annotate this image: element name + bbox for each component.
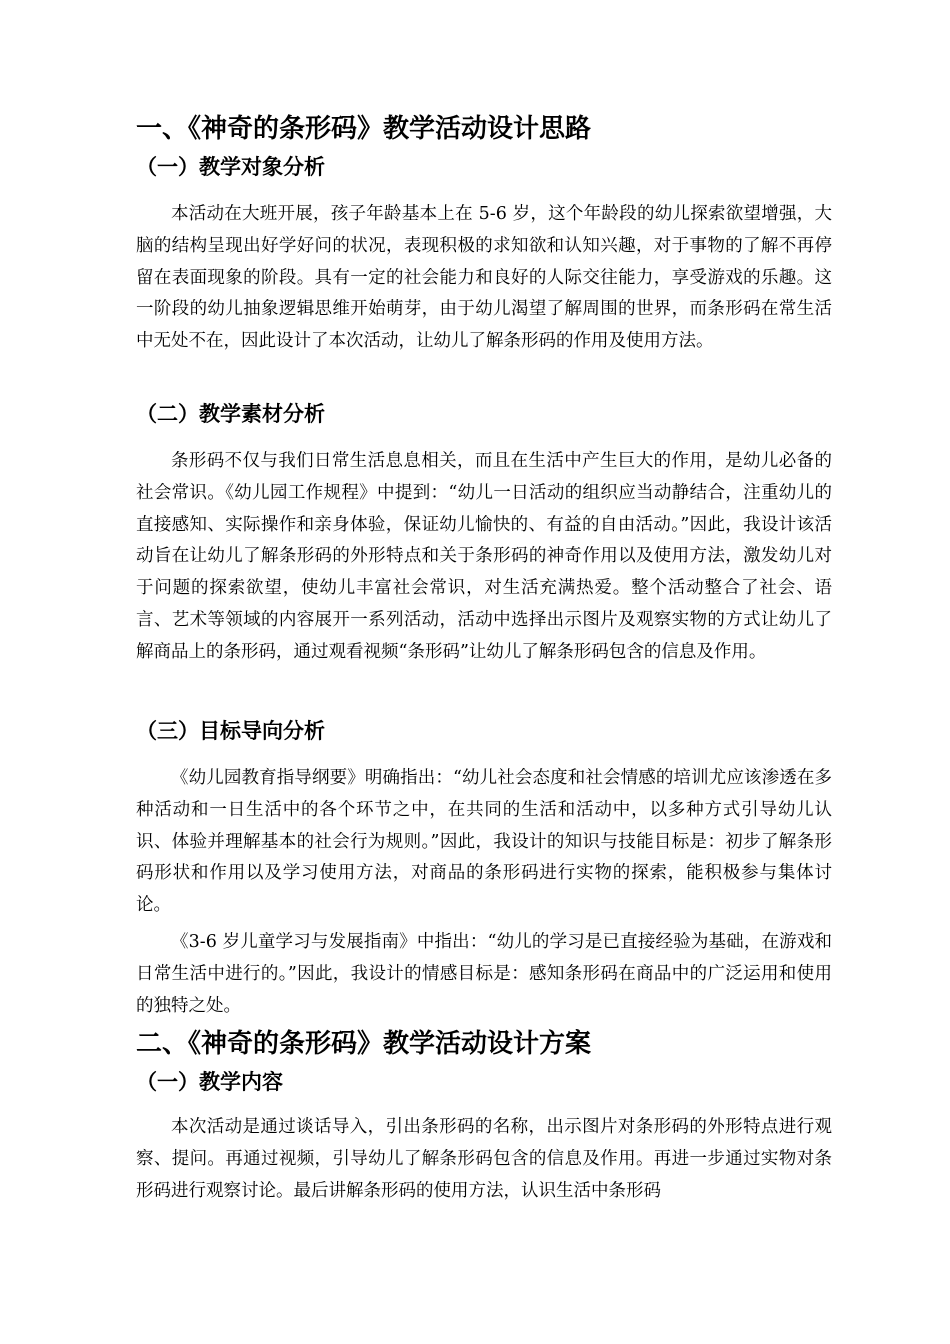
subsection-2-1-paragraph: 本次活动是通过谈话导入，引出条形码的名称，出示图片对条形码的外形特点进行观察、提问。再通过视频，引导幼儿了解条形码包含的信息及作用。再进一步通过实物对条形码进行观察讨论。最后讲解条形码的使用方法，认识生活中条形码	[136, 1117, 832, 1201]
subsection-1-3-paragraph-2: 《3-6 岁儿童学习与发展指南》中指出：“幼儿的学习是已直接经验为基础，在游戏和日常生活中进行的。”因此，我设计的情感目标是：感知条形码在商品中的广泛运用和使用的独特之处。	[136, 932, 832, 1016]
subsection-1-1-heading: （一）教学对象分析	[136, 155, 325, 179]
section-2-heading: 二、《神奇的条形码》教学活动设计方案	[136, 1029, 592, 1059]
subsection-1-3-paragraph-1: 《幼儿园教育指导纲要》明确指出：“幼儿社会态度和社会情感的培训尤应该渗透在多种活动和一日生活中的各个环节之中，在共同的生活和活动中，以多种方式引导幼儿认识、体验并理解基本的社会行为规则。”因此，我设计的知识与技能目标是：初步了解条形码形状和作用以及学习使用方法，对商品的条形码进行实物的探索，能积极参与集体讨论。	[136, 768, 832, 916]
subsection-2-1-heading: （一）教学内容	[136, 1070, 283, 1094]
subsection-1-3-heading: （三）目标导向分析	[136, 719, 325, 743]
subsection-1-1-paragraph: 本活动在大班开展，孩子年龄基本上在 5-6 岁，这个年龄段的幼儿探索欲望增强，大脑的结构呈现出好学好问的状况，表现积极的求知欲和认知兴趣，对于事物的了解不再停留在表面现象的阶段。具有一定的社会能力和良好的人际交往能力，享受游戏的乐趣。这一阶段的幼儿抽象逻辑思维开始萌芽，由于幼儿渴望了解周围的世界，而条形码在常生活中无处不在，因此设计了本次活动，让幼儿了解条形码的作用及使用方法。	[136, 204, 832, 352]
subsection-1-2-heading: （二）教学素材分析	[136, 402, 325, 426]
subsection-1-2-paragraph: 条形码不仅与我们日常生活息息相关，而且在生活中产生巨大的作用，是幼儿必备的社会常识。《幼儿园工作规程》中提到：“幼儿一日活动的组织应当动静结合，注重幼儿的直接感知、实际操作和亲身体验，保证幼儿愉快的、有益的自由活动。”因此，我设计该活动旨在让幼儿了解条形码的外形特点和关于条形码的神奇作用以及使用方法，激发幼儿对于问题的探索欲望，使幼儿丰富社会常识，对生活充满热爱。整个活动整合了社会、语言、艺术等领域的内容展开一系列活动，活动中选择出示图片及观察实物的方式让幼儿了解商品上的条形码，通过观看视频“条形码”让幼儿了解条形码包含的信息及作用。	[136, 451, 832, 662]
section-1-heading: 一、《神奇的条形码》教学活动设计思路	[136, 114, 592, 144]
